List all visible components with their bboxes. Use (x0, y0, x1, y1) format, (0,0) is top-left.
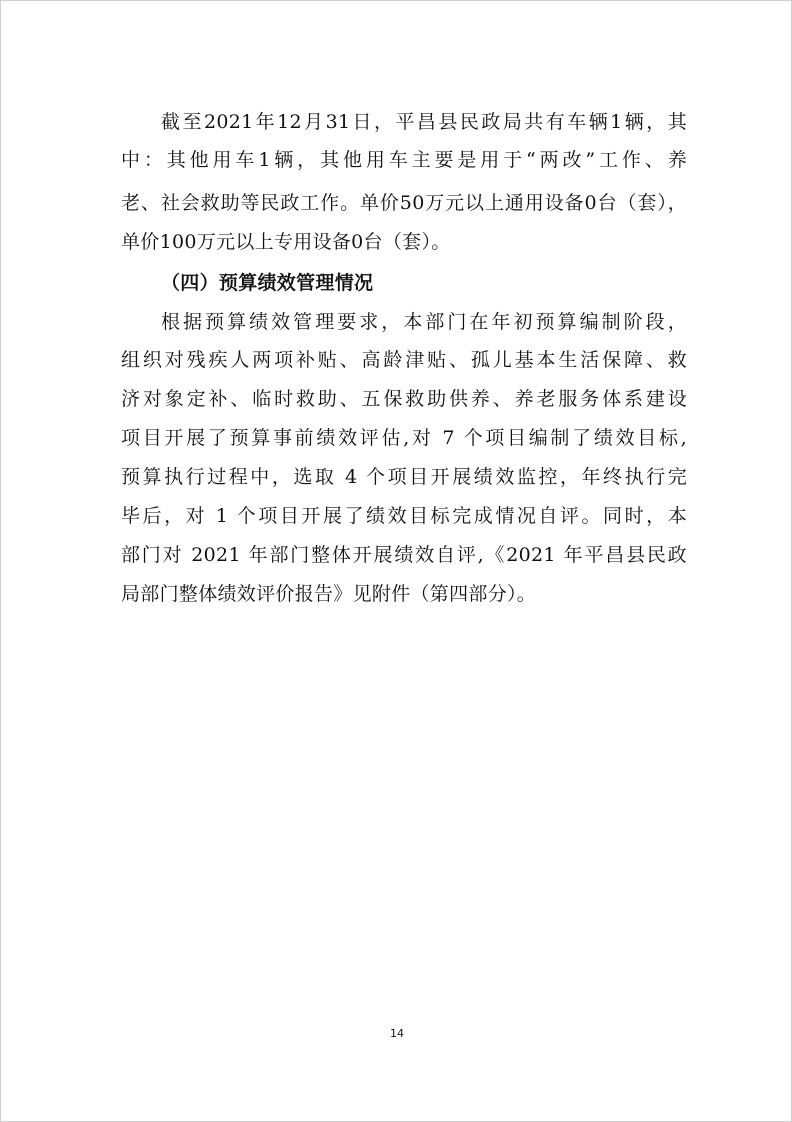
paragraph-2-line-1: 根据预算绩效管理要求，本部门在年初预算编制阶段， (161, 311, 687, 333)
paragraph-2-line-6: 毕后，对 1 个项目开展了绩效目标完成情况自评。同时，本 (121, 505, 687, 527)
paragraph-1-line-3: 老、社会救助等民政工作。单价50万元以上通用设备0台（套）， (121, 192, 687, 214)
paragraph-2-line-4: 项目开展了预算事前绩效评估,对 7 个项目编制了绩效目标, (121, 427, 687, 449)
paragraph-1-line-4: 单价100万元以上专用设备0台（套）。 (121, 231, 451, 253)
paragraph-2-line-2: 组织对残疾人两项补贴、高龄津贴、孤儿基本生活保障、救 (121, 349, 687, 371)
paragraph-2-line-3: 济对象定补、临时救助、五保救助供养、养老服务体系建设 (121, 388, 687, 410)
page-number: 14 (390, 1027, 404, 1040)
paragraph-2-line-5: 预算执行过程中，选取 4 个项目开展绩效监控，年终执行完 (121, 466, 687, 488)
section-heading: （四）预算绩效管理情况 (161, 272, 374, 294)
paragraph-1-line-1: 截至2021年12月31日，平昌县民政局共有车辆1辆，其 (161, 111, 687, 133)
paragraph-2-line-7: 部门对 2021 年部门整体开展绩效自评,《2021 年平昌县民政 (121, 544, 687, 566)
paragraph-2-line-8: 局部门整体绩效评价报告》见附件（第四部分）。 (121, 583, 537, 605)
paragraph-1-line-2: 中：其他用车1辆，其他用车主要是用于“两改”工作、养 (121, 149, 687, 171)
